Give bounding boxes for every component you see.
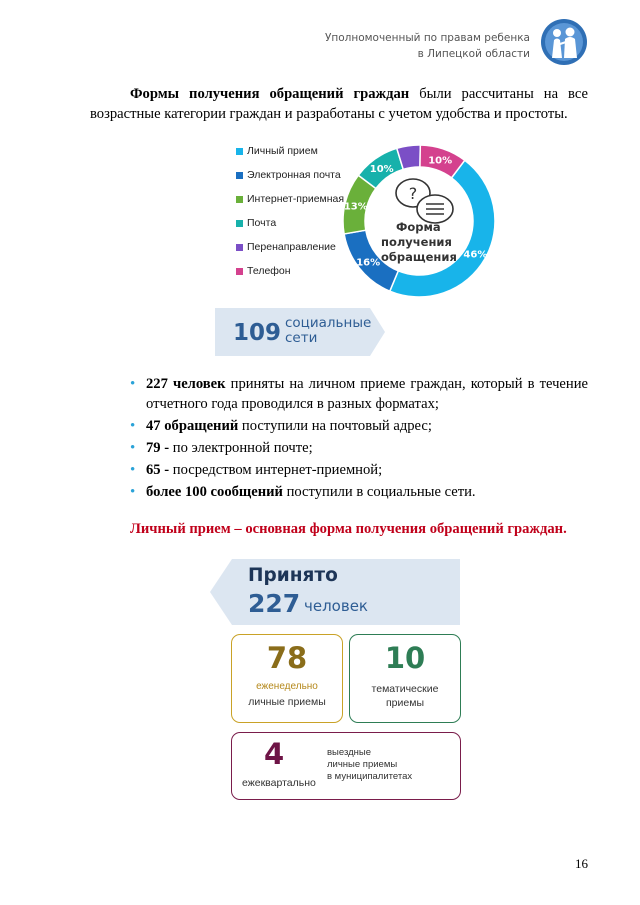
ombudsman-logo-icon: [540, 18, 588, 66]
legend-item: [236, 217, 276, 229]
social-label-line-2: сети: [285, 330, 318, 346]
quarterly-description: [327, 747, 412, 783]
donut-data-label: 10%: [369, 163, 394, 175]
intro-paragraph: [90, 84, 588, 124]
legend-swatch: [236, 196, 243, 203]
thematic-receptions-card: [349, 634, 461, 723]
list-item-bold: 65 -: [146, 462, 170, 478]
legend-label: Личный прием: [247, 145, 318, 157]
header-line-2: в Липецкой области: [417, 48, 530, 60]
legend-swatch: [236, 268, 243, 275]
legend-item: [236, 193, 344, 205]
legend-item: [236, 145, 318, 157]
weekly-frequency: еженедельно: [256, 681, 318, 692]
bullet-icon: •: [130, 484, 136, 500]
center-label-1: Форма: [396, 220, 441, 234]
quarterly-desc-3: в муниципалитетах: [327, 771, 413, 782]
donut-data-label: 46%: [463, 249, 488, 261]
list-item-text: поступили в социальные сети.: [282, 484, 476, 500]
social-label-line-1: социальные: [285, 315, 372, 331]
quarterly-desc-1: выездные: [327, 747, 371, 758]
list-item-text: поступили на почтовый адрес;: [238, 418, 432, 434]
social-count: 109: [233, 320, 282, 346]
list-item: [130, 374, 588, 414]
donut-data-label: 13%: [343, 201, 368, 213]
legend-label: Электронная почта: [247, 169, 341, 181]
bullet-icon: •: [130, 440, 136, 456]
legend-swatch: [236, 148, 243, 155]
legend-item: [236, 241, 336, 253]
svg-text:?: ?: [408, 184, 418, 203]
list-item-bold: 227 человек: [146, 376, 226, 392]
list-item-bold: 47 обращений: [146, 418, 239, 434]
accepted-title: Принято: [248, 565, 338, 586]
list-item: [130, 482, 588, 502]
weekly-receptions-card: [231, 634, 343, 723]
bullet-icon: •: [130, 462, 136, 478]
weekly-number: 78: [266, 641, 308, 675]
list-item: [130, 438, 588, 458]
list-item-bold: 79 -: [146, 440, 170, 456]
form-icon: [396, 179, 453, 223]
accepted-count: 227: [248, 589, 301, 618]
legend-swatch: [236, 244, 243, 251]
page-number: 16: [575, 856, 588, 871]
bullet-icon: •: [130, 376, 136, 392]
social-label: [285, 316, 371, 346]
quarterly-number: 4: [264, 737, 285, 771]
legend-label: Интернет-приемная: [247, 193, 345, 205]
accepted-unit: человек: [304, 597, 368, 615]
list-item-text: по электронной почте;: [169, 440, 313, 456]
quarterly-desc-2: личные приемы: [327, 759, 398, 770]
donut-data-label: 16%: [356, 257, 381, 269]
center-label-3: обращения: [381, 250, 457, 264]
statistics-list: [130, 374, 588, 504]
legend-swatch: [236, 220, 243, 227]
list-item-bold: более 100 сообщений: [146, 484, 283, 500]
thematic-number: 10: [384, 641, 426, 675]
list-item: [130, 416, 588, 436]
highlight-sentence: Личный прием – основная форма получения обращений граждан.: [130, 521, 567, 537]
legend-item: [236, 265, 291, 277]
document-header: [325, 30, 530, 62]
social-networks-banner: [215, 308, 385, 356]
list-item-text: посредством интернет-приемной;: [169, 462, 383, 478]
intro-bold: Формы получения обращений граждан: [130, 86, 410, 102]
list-item-text: приняты на личном приеме граждан, который в течение отчетного года проводился в разных форматах;: [146, 376, 588, 412]
weekly-description: личные приемы: [248, 696, 326, 708]
bullet-icon: •: [130, 418, 136, 434]
quarterly-frequency: ежеквартально: [242, 777, 316, 789]
accepted-banner: [210, 559, 460, 625]
quarterly-receptions-card: [231, 732, 461, 800]
legend-swatch: [236, 172, 243, 179]
thematic-label-2: приемы: [386, 697, 424, 709]
donut-chart: [341, 143, 497, 299]
legend-label: Телефон: [247, 265, 291, 277]
center-label-2: получения: [381, 235, 452, 249]
donut-data-label: 10%: [428, 155, 453, 167]
list-item: [130, 460, 588, 480]
thematic-label-1: тематические: [371, 683, 439, 695]
header-line-1: Уполномоченный по правам ребенка: [324, 32, 530, 44]
legend-label: Перенаправление: [247, 241, 336, 253]
legend-label: Почта: [247, 217, 277, 229]
legend-item: [236, 169, 341, 181]
intro-text: были рассчитаны на все возрастные категории граждан и разработаны с учетом удобства и простоты.: [90, 86, 588, 122]
